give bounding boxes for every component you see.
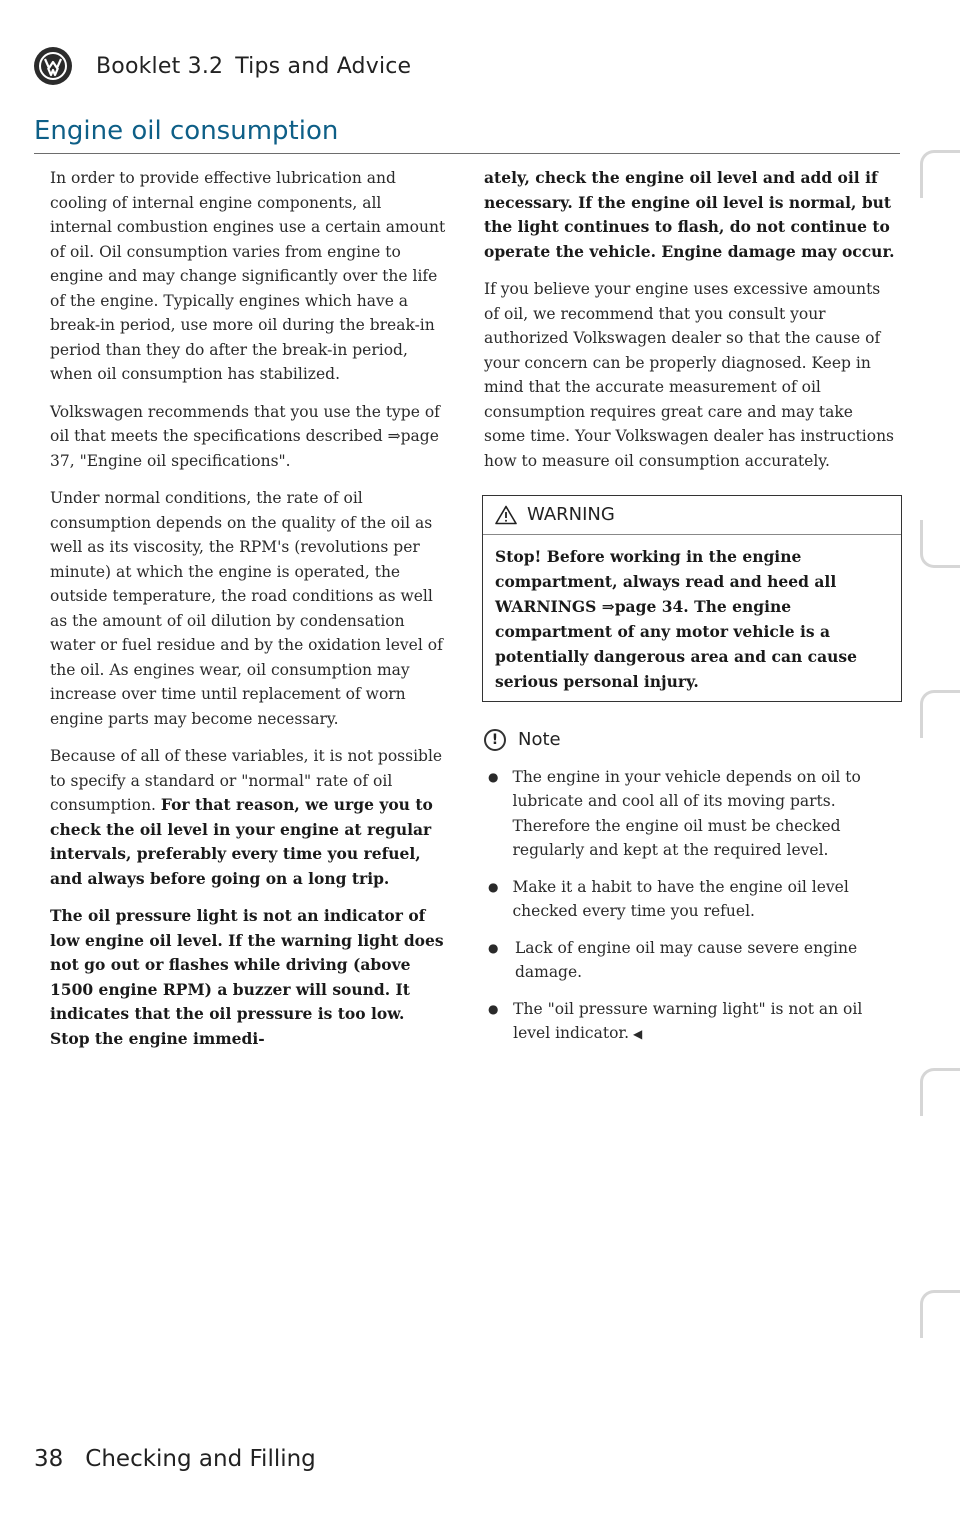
paragraph-conditions: Under normal conditions, the rate of oil consumption depends on the quality of the oil as well as its viscosity, the RPM's (revolutions per minute) at which the engine is operated, the outside temperature, the road conditions as well as the amount of oil dilution by condensation water or fuel residue and by the oxidation level of the oil. As engines wear, oil consumption may increase over time until replacement of worn engine parts may become necessary. — [50, 489, 443, 728]
booklet-label: Booklet 3.2 — [96, 53, 224, 79]
warning-box — [482, 495, 902, 702]
bullet-icon: ● — [488, 940, 499, 955]
note-header — [484, 728, 898, 753]
paragraph-oil-type: Volkswagen recommends that you use the type of oil that meets the specifications described ⇒page 37, "Engine oil specifications". — [50, 402, 440, 470]
edge-tab-decoration — [920, 1068, 960, 1116]
paragraph-variables — [50, 744, 448, 891]
left-column — [50, 166, 448, 1064]
warning-label: WARNING — [527, 503, 615, 525]
paragraph-oil-pressure: The oil pressure light is not an indicator of low engine oil level. If the warning light does not go out or flashes while driving (above 1500 engine RPM) a buzzer will sound. It indicates that the oil pressure is too low. Stop the engine immedi- — [50, 906, 444, 1048]
chapter-label: Checking and Filling — [85, 1446, 316, 1472]
list-item: ● Make it a habit to have the engine oil level checked every time you refuel. — [484, 875, 898, 924]
bullet-icon: ● — [488, 879, 499, 894]
bullet-icon: ● — [488, 769, 499, 784]
end-of-section-icon: ◀ — [633, 1027, 643, 1041]
warning-triangle-icon — [495, 505, 517, 525]
page-number: 38 — [34, 1446, 64, 1472]
warning-text: Stop! Before working in the engine compartment, always read and heed all WARNINGS ⇒page 34. The engine compartment of any motor vehicle is a potentially dangerous area and can cause serious personal injury. — [495, 547, 858, 691]
paragraph-variables-text: Because of all of these variables, it is not possible to specify a standard or "normal" rate of oil consumption. — [50, 747, 443, 814]
vw-logo-icon — [34, 47, 72, 85]
title-rule — [34, 153, 900, 154]
section-label: Tips and Advice — [235, 53, 412, 79]
paragraph-excessive-oil: If you believe your engine uses excessive amounts of oil, we recommend that you consult your authorized Volkswagen dealer so that the cause of your concern can be properly diagnosed. Keep in mind that the accurate measurement of oil consumption requires great care and may take some time. Your Volkswagen dealer has instructions how to measure oil consumption accurately. — [484, 280, 895, 470]
list-item: ● The engine in your vehicle depends on oil to lubricate and cool all of its moving parts. Therefore the engine oil must be checked regularly and kept at the required level. — [484, 765, 898, 863]
edge-tab-decoration — [920, 690, 960, 738]
edge-tab-decoration — [920, 150, 960, 198]
paragraph-variables-emphasis: For that reason, we urge you to check the oil level in your engine at regular intervals, preferably every time you refuel, and always before going on a long trip. — [50, 795, 433, 888]
paragraph-intro: In order to provide effective lubrication and cooling of internal engine components, all internal combustion engines use a certain amount of oil. Oil consumption varies from engine to engine and may change significantly over the life of the engine. Typically engines which have a break-in period, use more oil during the break-in period than they do after the break-in period, when oil consumption has stabilized. — [50, 169, 446, 383]
list-item: ● The "oil pressure warning light" is not an oil level indicator. ◀ — [484, 997, 898, 1047]
page-title: Engine oil consumption — [34, 116, 339, 146]
list-item: ● Lack of engine oil may cause severe engine damage. — [484, 936, 898, 985]
note-label: Note — [518, 729, 561, 750]
page-footer — [34, 1446, 316, 1472]
note-icon: ! — [484, 729, 506, 751]
page-header — [34, 46, 411, 86]
edge-tab-decoration — [920, 1290, 960, 1338]
bullet-icon: ● — [488, 1001, 499, 1016]
paragraph-continued: ately, check the engine oil level and add oil if necessary. If the engine oil level is normal, but the light continues to flash, do not continue to operate the vehicle. Engine damage may occur. — [484, 168, 895, 261]
edge-tab-decoration — [920, 520, 960, 568]
right-column — [484, 166, 898, 1059]
